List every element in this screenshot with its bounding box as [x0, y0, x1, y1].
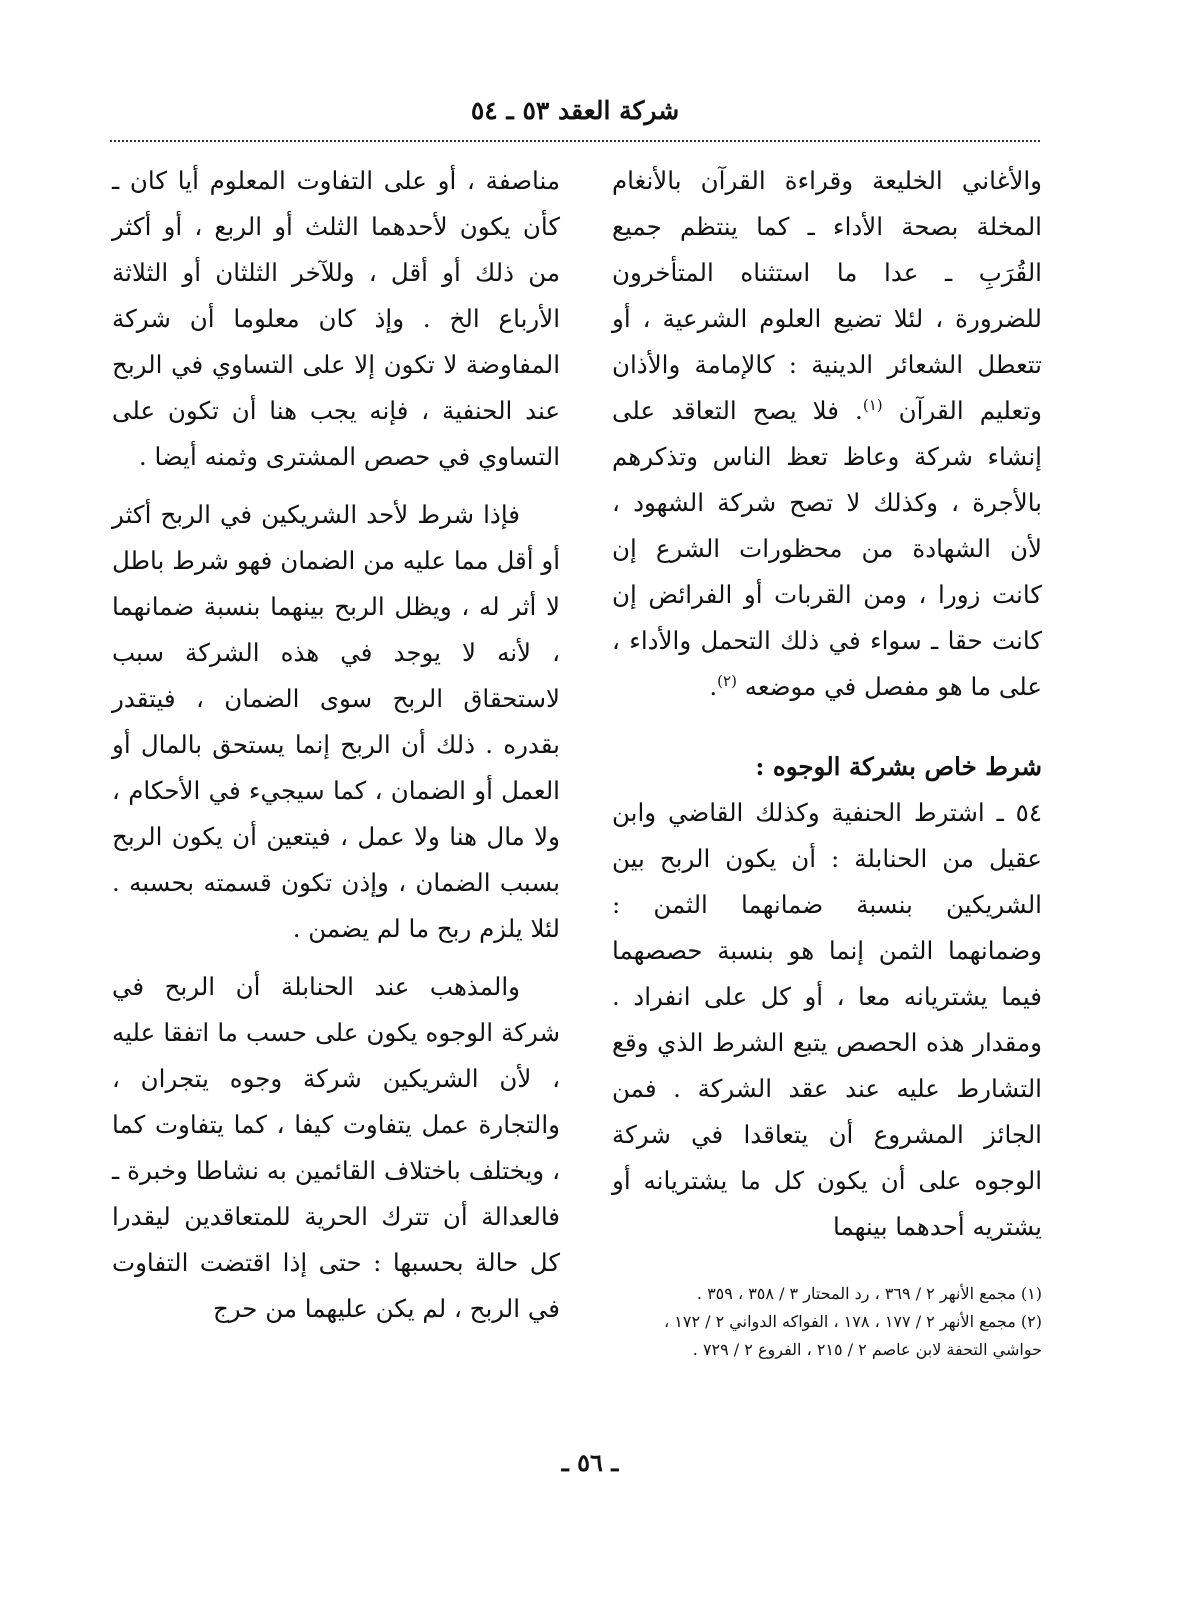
footnote-1: (١) مجمع الأنهر ٢ / ٣٦٩ ، رد المحتار ٣ / ٣٥٨ ، ٣٥٩ .	[696, 1284, 1042, 1303]
footnotes	[612, 1280, 1042, 1364]
header-dotted-rule	[110, 140, 1040, 142]
right-para1-end: .	[709, 672, 718, 701]
footnote-2: (٢) مجمع الأنهر ٢ / ١٧٧ ، ١٧٨ ، الفواكه الدواني ٢ / ١٧٢ ، حواشي التحفة لابن عاصم ٢ / ٢١٥ ، الفروع ٢ / ٧٢٩ .	[664, 1312, 1042, 1359]
left-paragraph-1: مناصفة ، أو على التفاوت المعلوم أيا كان ـ كأن يكون لأحدهما الثلث أو الربع ، أو أكثر من ذلك أو أقل ، وللآخر الثلثان أو الثلاثة الأرباع الخ . وإذ كان معلوما أن شركة المفاوضة لا تكون إلا على التساوي في الربح عند الحنفية ، فإنه يجب هنا أن تكون على التساوي في حصص المشترى وثمنه أيضا .	[112, 166, 560, 471]
left-column	[112, 158, 560, 1332]
footnote-ref-1[interactable]: (١)	[862, 395, 883, 414]
page-number: ـ ٥٦ ـ	[561, 1448, 619, 1477]
right-column	[612, 158, 1042, 1250]
right-paragraph-1	[612, 158, 1042, 710]
left-paragraph-3: والمذهب عند الحنابلة أن الربح في شركة الوجوه يكون على حسب ما اتفقا عليه ، لأن الشريكين شركة وجوه يتجران ، والتجارة عمل يتفاوت كيفا ، كما يتفاوت كما ، ويختلف باختلاف القائمين به نشاطا وخبرة ـ فالعدالة أن تترك الحرية للمتعاقدين ليقدرا كل حالة بحسبها : حتى إذا اقتضت التفاوت في الربح ، لم يكن عليهما من حرج	[112, 972, 560, 1323]
section-heading: شرط خاص بشركة الوجوه :	[755, 752, 1042, 781]
right-paragraph-2: ٥٤ ـ اشترط الحنفية وكذلك القاضي وابن عقيل من الحنابلة : أن يكون الربح بين الشريكين بنسبة ضمانهما الثمن : وضمانهما الثمن إنما هو بنسبة حصصهما فيما يشتريانه معا ، أو كل على انفراد . ومقدار هذه الحصص يتبع الشرط الذي وقع التشارط عليه عند عقد الشركة . فمن الجائز المشروع أن يتعاقدا في شركة الوجوه على أن يكون كل ما يشتريانه أو يشتريه أحدهما بينهما	[612, 798, 1042, 1241]
footnote-ref-2[interactable]: (٢)	[717, 671, 737, 690]
right-para1-continued: . فلا يصح التعاقد على إنشاء شركة وعاظ تعظ الناس وتذكرهم بالأجرة ، وكذلك لا تصح شركة الشهود ، لأن الشهادة من محظورات الشرع إن كانت زورا ، ومن القربات أو الفرائض إن كانت حقا ـ سواء في ذلك التحمل والأداء ، على ما هو مفصل في موضعه	[612, 396, 1042, 701]
right-para1-text: والأغاني الخليعة وقراءة القرآن بالأنغام المخلة بصحة الأداء ـ كما ينتظم جميع القُرَبِ ـ عدا ما استثناه المتأخرون للضرورة ، لئلا تضيع العلوم الشرعية ، أو تتعطل الشعائر الدينية : كالإمامة والأذان وتعليم القرآن	[612, 166, 1042, 425]
running-header: شركة العقد ٥٣ ـ ٥٤	[470, 96, 680, 125]
left-paragraph-2: فإذا شرط لأحد الشريكين في الربح أكثر أو أقل مما عليه من الضمان فهو شرط باطل لا أثر له ، ويظل الربح بينهما بنسبة ضمانهما ، لأنه لا يوجد في هذه الشركة سبب لاستحقاق الربح سوى الضمان ، فيتقدر بقدره . ذلك أن الربح إنما يستحق بالمال أو العمل أو الضمان ، كما سيجيء في الأحكام ، ولا مال هنا ولا عمل ، فيتعين أن يكون الربح بسبب الضمان ، وإذن تكون قسمته بحسبه . لئلا يلزم ربح ما لم يضمن .	[112, 500, 560, 943]
